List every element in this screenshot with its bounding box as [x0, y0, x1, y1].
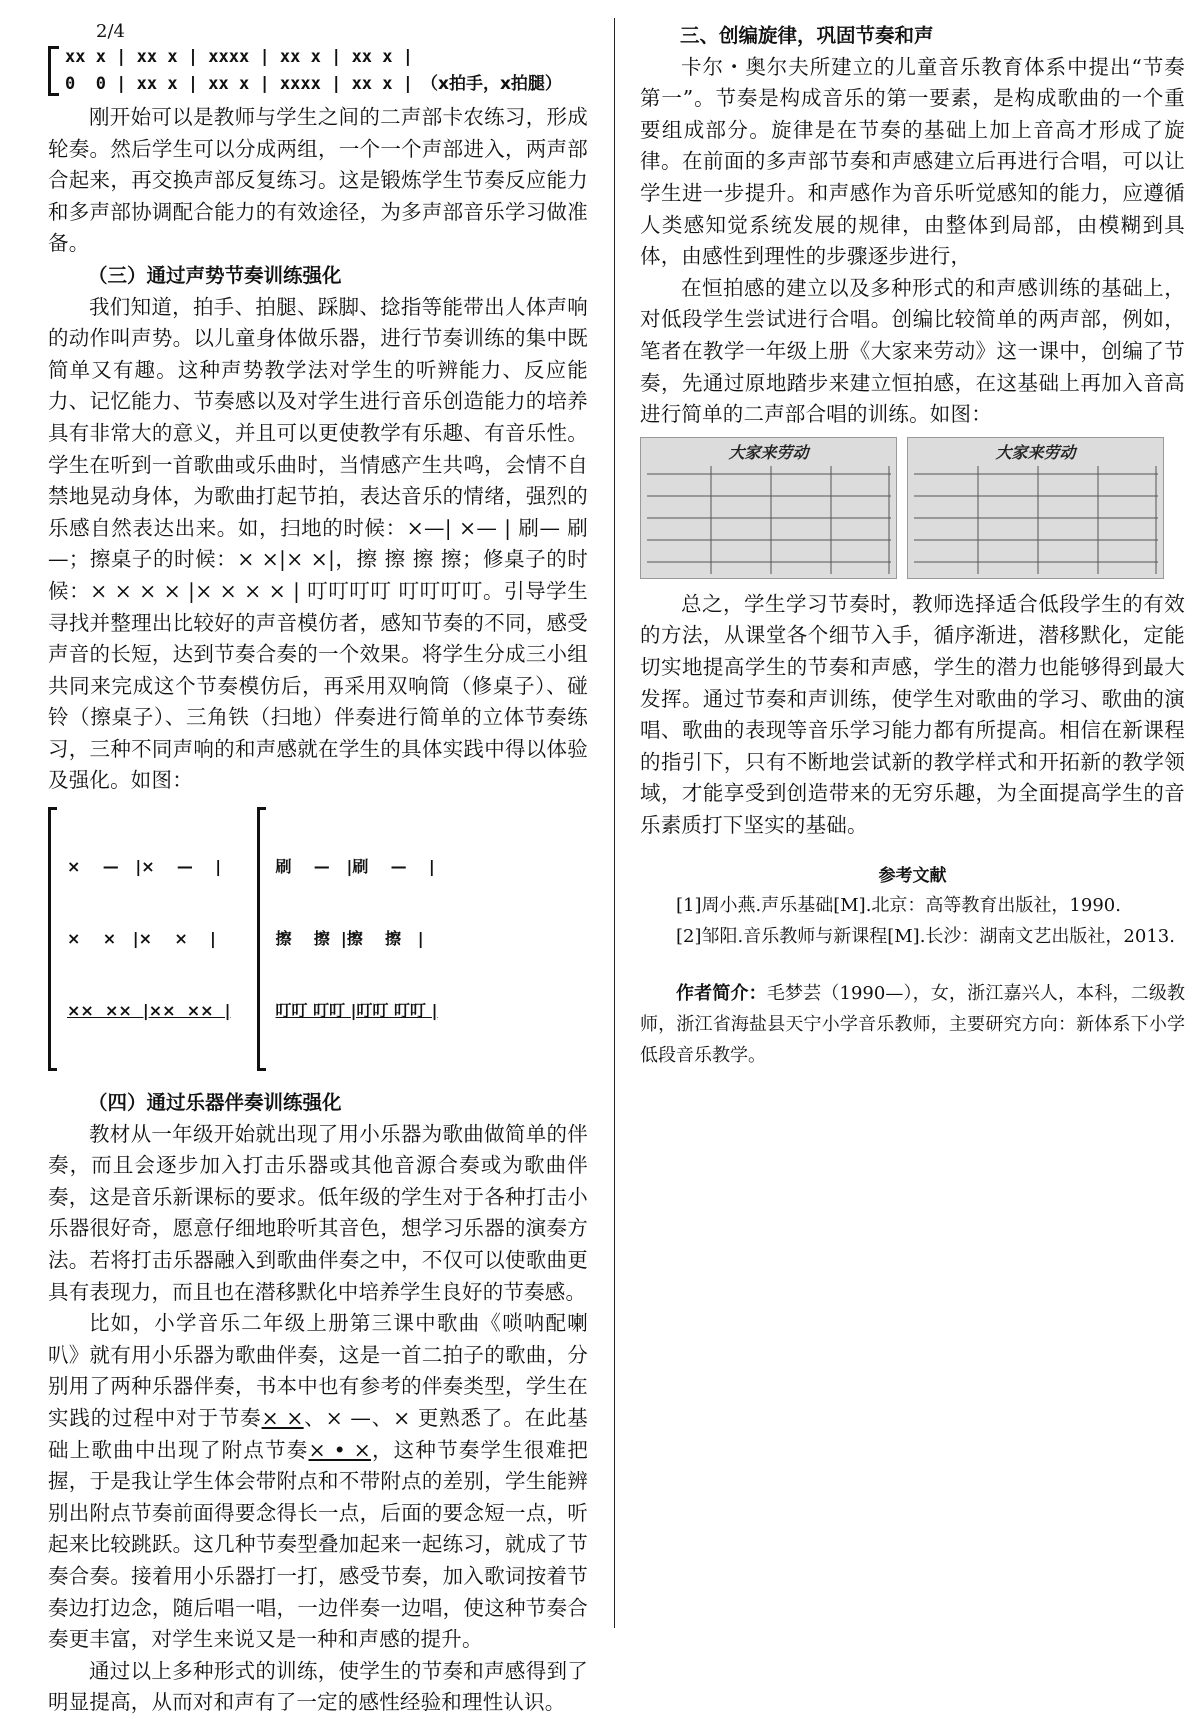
sheet-music-image — [907, 437, 1164, 579]
column-divider — [614, 18, 615, 1628]
rhythm-line: 刷 — |刷 — | — [275, 857, 435, 877]
reference-item: [1]周小燕.声乐基础[M].北京：高等教育出版社，1990. — [676, 895, 1121, 917]
paragraph: 卡尔・奥尔夫所建立的儿童音乐教育体系中提出“节奏第一”。节奏是构成音乐的第一要素，是构成歌曲的一个重要组成部分。旋律是在节奏的基础上加上音高才形成了旋律。在前面的多声部节奏和声感建立后再进行合唱，可以让学生进一步提升。和声感作为音乐听觉感知的能力，应遵循人类感知觉系统发展的规律，由整体到局部，由模糊到具体，由感性到理性的步骤逐步进行， — [640, 54, 1185, 269]
sheet-title: 大家来劳动 — [728, 442, 809, 462]
rhythm-line: 擦 擦 |擦 擦 | — [275, 929, 424, 949]
paragraph: 我们知道，拍手、拍腿、踩脚、捻指等能带出人体声响的动作叫声势。以儿童身体做乐器，进行节奏训练的集中既简单又有趣。这种声势教学法对学生的听辨能力、反应能力、记忆能力、节奏感以及对学生进行音乐创造能力的培养具有非常大的意义，并且可以更使教学有乐趣、有音乐性。学生在听到一首歌曲或乐曲时，当情感产生共鸣，会情不自禁地晃动身体，为歌曲打起节拍，表达音乐的情绪，强烈的乐感自然表达出来。如，扫地的时候：×—| ×— | 刷— 刷—；擦桌子的时候：× ×|× ×|，擦 擦 擦 擦；修桌子的时候：× × × × |× × × × | 叮叮叮叮 叮叮叮叮。引导学生寻找并整理出比较好的声音模仿者，感知节奏的不同，感受声音的长短，达到节奏合奏的一个效果。将学生分成三小组共同来完成这个节奏模仿后，再采用双响筒（修桌子）、碰铃（擦桌子）、三角铁（扫地）伴奏进行简单的立体节奏练习，三种不同声响的和声感就在学生的具体实践中得以体验及强化。如图： — [48, 294, 588, 793]
rhythm-score — [48, 46, 588, 96]
sheet-music-lines — [641, 462, 896, 578]
rhythm-line: × × |× × | — [67, 929, 216, 949]
references-title: 参考文献 — [878, 866, 947, 887]
text-run: ，这种节奏学生很难把握，于是我让学生体会带附点和不带附点的差别，学生能辨别出附点节奏前面得要念得长一点，后面的要念短一点，听起来比较跳跃。这几种节奏型叠加起来一起练习，就成了节奏合奏。接着用小乐器打一打，感受节奏，加入歌词按着节奏边打边念，随后唱一唱，一边伴奏一边唱，使这种节奏合奏更丰富，对学生来说又是一种和声感的提升。 — [48, 1437, 589, 1652]
author-label: 作者简介： — [676, 983, 767, 1005]
left-column — [48, 20, 588, 1719]
reference-item: [2]邹阳.音乐教师与新课程[M].长沙：湖南文艺出版社，2013. — [676, 926, 1175, 948]
sheet-music-image — [640, 437, 897, 579]
section-heading: （三）通过声势节奏训练强化 — [88, 263, 342, 287]
rhythm-brace — [48, 807, 57, 1071]
author-bio — [640, 978, 1185, 1071]
text-run: 、× —、× 更熟悉了。在此基础上歌曲中出现了附点节奏 — [48, 1406, 588, 1462]
paragraph — [48, 1308, 588, 1656]
score-brace — [48, 46, 59, 96]
paragraph: 通过以上多种形式的训练，使学生的节奏和声感得到了明显提高，从而对和声有了一定的感性经验和理性认识。 — [48, 1658, 588, 1715]
rhythm-group-symbols — [48, 807, 231, 1071]
paragraph: 刚开始可以是教师与学生之间的二声部卡农练习，形成轮奏。然后学生可以分成两组，一个一个声部进入，两声部合起来，再交换声部反复练习。这是锻炼学生节奏反应能力和多声部协调配合能力的有效途径，为多声部音乐学习做准备。 — [48, 105, 588, 256]
score-line-1: xx x | xx x | xxxx | xx x | xx x | — [65, 47, 413, 67]
sheet-title: 大家来劳动 — [995, 442, 1076, 462]
rhythm-figure — [48, 807, 588, 1071]
paragraph: 总之，学生学习节奏时，教师选择适合低段学生的有效的方法，从课堂各个细节入手，循序渐进，潜移默化，定能切实地提高学生的节奏和声感，学生的潜力也能够得到最大发挥。通过节奏和声训练，使学生对歌曲的学习、歌曲的演唱、歌曲的表现等音乐学习能力都有所提高。相信在新课程的指引下，只有不断地尝试新的教学样式和开拓新的教学领域，才能享受到创造带来的无穷乐趣，为全面提高学生的音乐素质打下坚实的基础。 — [640, 591, 1185, 837]
score-line-2: 0 0 | xx x | xx x | xxxx | xx x | — [65, 74, 413, 94]
rhythm-line: × — |× — | — [67, 857, 222, 877]
paragraph: 教材从一年级开始就出现了用小乐器为歌曲做简单的伴奏，而且会逐步加入打击乐器或其他音源合奏或为歌曲伴奏，这是音乐新课标的要求。低年级的学生对于各种打击小乐器很好奇，愿意仔细地聆听其音色，想学习乐器的演奏方法。若将打击乐器融入到歌曲伴奏之中，不仅可以使歌曲更具有表现力，而且也在潜移默化中培养学生良好的节奏感。 — [48, 1121, 588, 1304]
right-column — [640, 20, 1185, 1071]
author-text: 毛梦芸（1990—），女，浙江嘉兴人，本科，二级教师，浙江省海盐县天宁小学音乐教师，主要研究方向：新体系下小学低段音乐教学。 — [640, 983, 1186, 1067]
sheet-music-lines — [908, 462, 1163, 578]
rhythm-group-words — [257, 807, 438, 1071]
paragraph: 在恒拍感的建立以及多种形式的和声感训练的基础上，对低段学生尝试进行合唱。创编比较简单的两声部，例如，笔者在教学一年级上册《大家来劳动》这一课中，创编了节奏，先通过原地踏步来建立恒拍感，在这基础上再加入音高进行简单的二声部合唱的训练。如图： — [640, 275, 1185, 427]
rhythm-line: ×× ×× |×× ×× | — [67, 1001, 231, 1021]
text-run: 比如，小学音乐二年级上册第三课中歌曲《唢呐配喇叭》就有用小乐器为歌曲伴奏，这是一首二拍子的歌曲，分别用了两种乐器伴奏，书本中也有参考的伴奏类型，学生在实践的过程中对于节奏 — [48, 1311, 588, 1430]
rhythm-inline: × × — [261, 1406, 304, 1430]
rhythm-inline: × • × — [308, 1437, 371, 1462]
time-signature: 2/4 — [96, 21, 125, 42]
section-heading: 三、创编旋律，巩固节奏和声 — [680, 24, 934, 47]
score-note: （x拍手，x拍腿） — [421, 74, 562, 94]
rhythm-brace — [257, 807, 266, 1071]
section-heading: （四）通过乐器伴奏训练强化 — [88, 1091, 342, 1115]
score-figure — [640, 437, 1185, 579]
rhythm-line: 叮叮 叮叮 |叮叮 叮叮 | — [275, 1001, 438, 1021]
